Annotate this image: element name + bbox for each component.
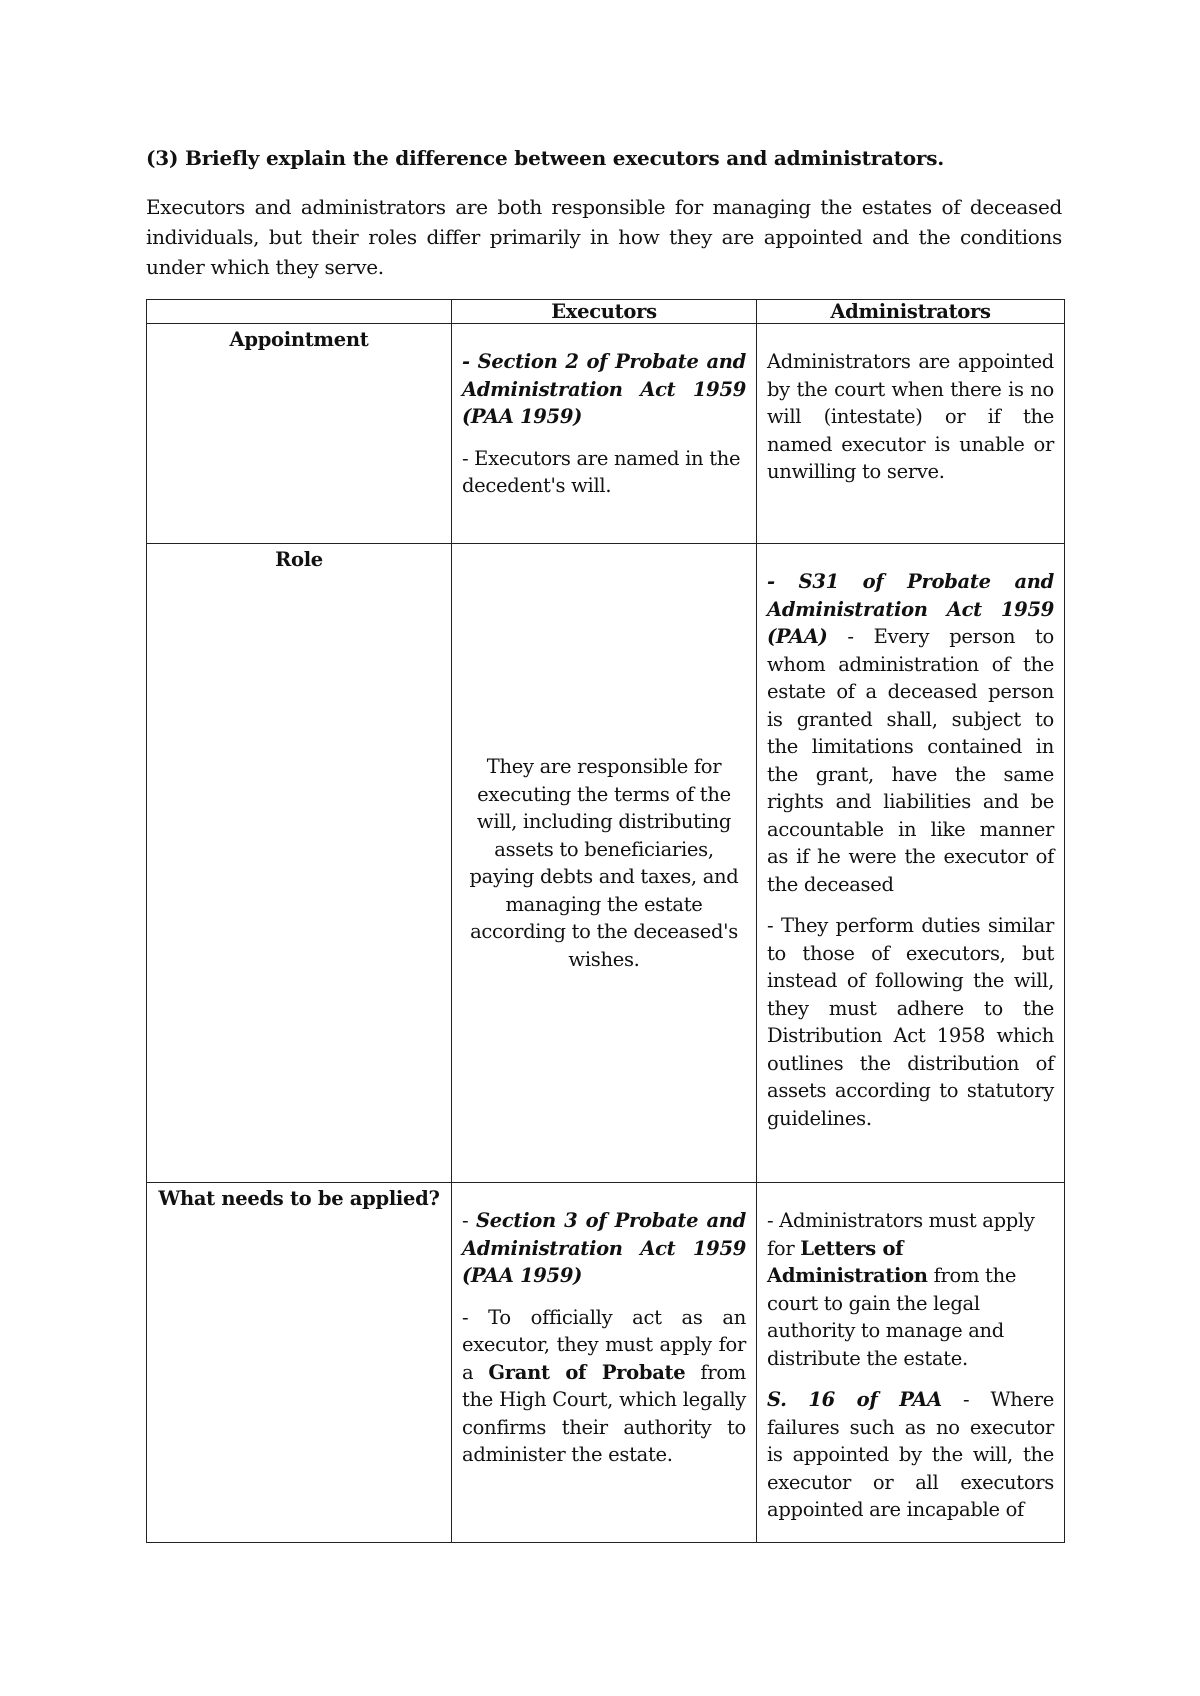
appointment-executors-reference: - Section 2 of Probate and Administration Act 1959 (PAA 1959): [462, 350, 746, 428]
role-administrators-reference: - S31 of Probate and Administration Act 1959 (PAA): [767, 570, 1054, 648]
appointment-executors-text: - Executors are named in the decedent's will.: [462, 446, 741, 497]
cell-applied-administrators: [757, 1183, 1065, 1543]
intro-paragraph: Executors and administrators are both responsible for managing the estates of deceased individuals, but their roles differ primarily in how they are appointed and the conditions under which they serve.: [146, 195, 1062, 279]
role-administrators-text-2: - They perform duties similar to those of executors, but instead of following the will, they must adhere to the Distribution Act 1958 which outlines the distribution of assets according to statutory guidelines.: [767, 914, 1054, 1130]
applied-administrators-letters: Letters of Administration: [767, 1236, 928, 1287]
applied-executors-ref-prefix: -: [462, 1209, 476, 1232]
row-label-what-applied: What needs to be applied?: [147, 1183, 452, 1543]
row-label-role: Role: [147, 544, 452, 1183]
table-row-what-applied: [147, 1183, 1065, 1543]
applied-administrators-reference: S. 16 of PAA: [767, 1388, 942, 1411]
header-executors: Executors: [452, 300, 757, 324]
table-row-appointment: [147, 324, 1065, 544]
header-empty-cell: [147, 300, 452, 324]
table-row-role: [147, 544, 1065, 1183]
applied-executors-text-pre: - To officially act as an executor, they must apply for a: [462, 1305, 746, 1384]
header-administrators: Administrators: [757, 300, 1065, 324]
applied-executors-reference: Section 3 of Probate and Administration Act 1959 (PAA 1959): [462, 1209, 746, 1287]
row-label-appointment: Appointment: [147, 324, 452, 544]
table-header-row: [147, 300, 1065, 324]
cell-applied-executors: [452, 1183, 757, 1543]
applied-administrators-text-2: - Where failures such as no executor is appointed by the will, the executor or all executors appointed are incapable of: [767, 1388, 1055, 1521]
comparison-table: [146, 299, 1065, 1543]
cell-role-administrators: [757, 544, 1065, 1183]
cell-appointment-executors: [452, 324, 757, 544]
applied-administrators-text-pre: - Administrators must apply for: [767, 1209, 1035, 1260]
applied-administrators-text-post: from the court to gain the legal authority to manage and distribute the estate.: [767, 1264, 1017, 1370]
cell-appointment-administrators: [757, 324, 1065, 544]
applied-executors-text-post: from the High Court, which legally confirms their authority to administer the estate.: [462, 1360, 746, 1466]
applied-executors-grant: Grant of Probate: [488, 1360, 686, 1384]
appointment-administrators-text: Administrators are appointed by the court when there is no will (intestate) or if the named executor is unable or unwilling to serve.: [767, 350, 1054, 483]
role-executors-text: They are responsible for executing the terms of the will, including distributing assets to beneficiaries, paying debts and taxes, and managing the estate according to the deceased's wishes.: [469, 755, 739, 971]
role-administrators-text: - Every person to whom administration of the estate of a deceased person is granted shall, subject to the limitations contained in the grant, have the same rights and liabilities and be accountable in like manner as if he were the executor of the deceased: [767, 625, 1054, 896]
cell-role-executors: [452, 544, 757, 1183]
question-heading: (3) Briefly explain the difference between executors and administrators.: [146, 146, 945, 170]
